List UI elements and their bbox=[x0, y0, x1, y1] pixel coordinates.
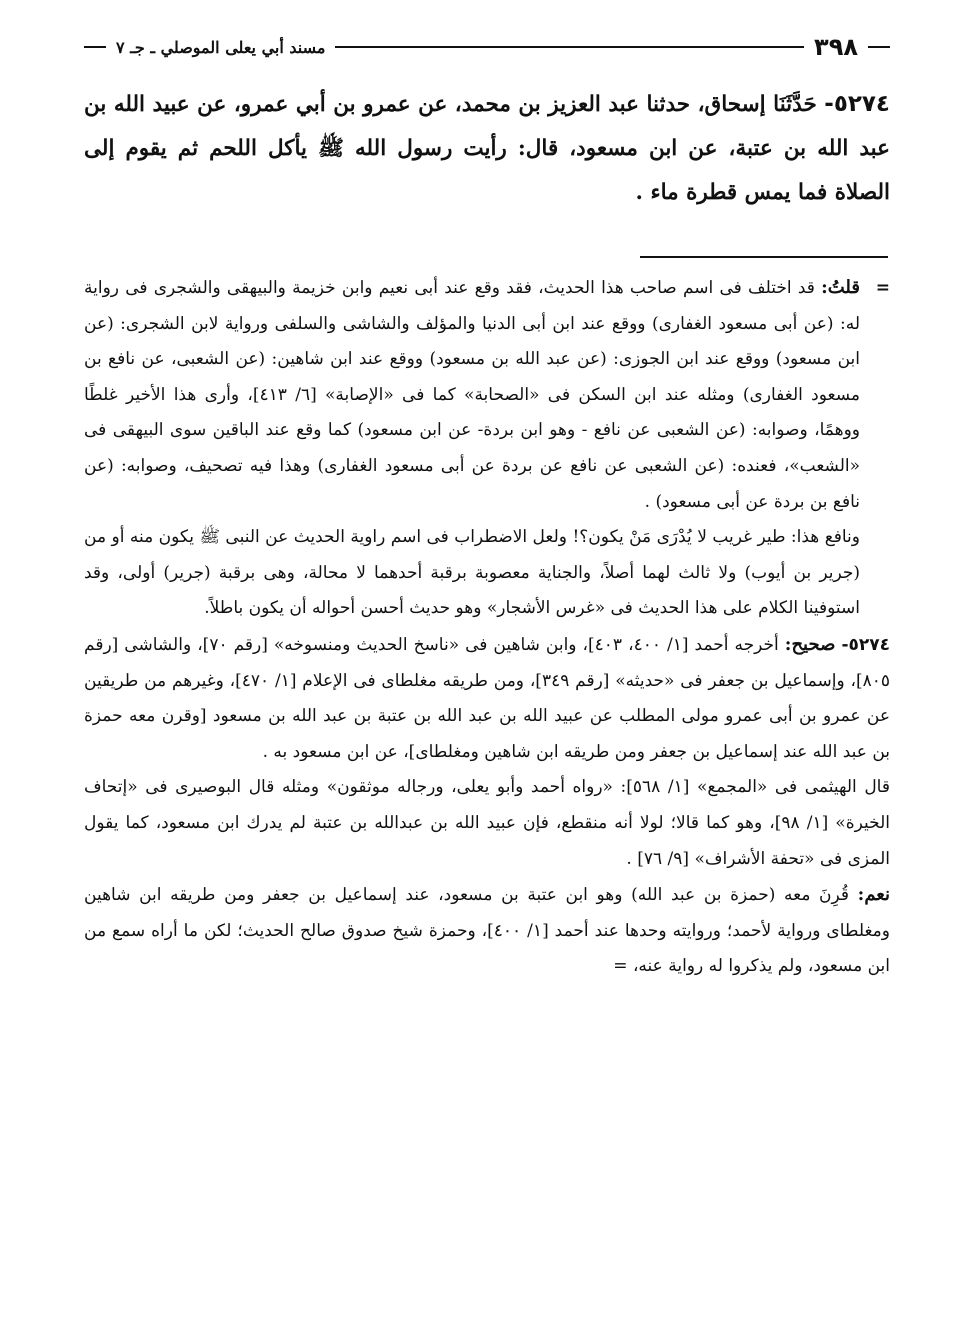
page-header bbox=[84, 30, 890, 64]
page-number: ٣٩٨ bbox=[814, 33, 858, 61]
note-sahih-text: أخرجه أحمد [١/ ٤٠٠، ٤٠٣]، وابن شاهين فى «ناسخ الحديث ومنسوخه» [رقم ٧٠]، والشاشى [رقم ٨٠٥]، وإسماعيل بن جعفر فى «حديثه» [رقم ٣٤٩]، ومن طريقه مغلطاى فى الإعلام [١/ ٤٧٠]، وغيرهم من طريقين عن عمرو بن أبى عمرو مولى المطلب عن عبيد الله بن عبد الله بن عتبة بن عبد الله بن مسعود [وقرن معه حمزة بن عبد الله عند إسماعيل بن جعفر ومن طريقه ابن شاهين ومغلطاى]، عن ابن مسعود به . bbox=[84, 634, 890, 762]
note-haythami bbox=[84, 770, 890, 877]
header-dash-right bbox=[868, 46, 890, 48]
header-dash-left bbox=[84, 46, 106, 48]
hadith-opener: حَدَّثَنَا bbox=[773, 92, 817, 117]
note-sahih-lead: صحيح: bbox=[784, 633, 836, 655]
footnote-separator bbox=[640, 256, 888, 258]
note-haythami-text: قال الهيثمى فى «المجمع» [١/ ٥٦٨]: «رواه أحمد وأبو يعلى، ورجاله موثقون» ومثله قال البوصيرى فى «إتحاف الخيرة» [١/ ٩٨]، وهو كما قالا؛ لولا أنه منقطع، فإن عبيد الله بن عبدالله بن عتبة لم يدرك ابن مسعود، كما يقول المزى فى «تحفة الأشراف» [٩/ ٧٦] . bbox=[84, 777, 890, 869]
book-title: مسند أبي يعلى الموصلي ـ جـ ٧ bbox=[116, 37, 326, 57]
note-sahih-number: ٥٢٧٤- bbox=[841, 634, 891, 655]
note-nafi bbox=[84, 520, 890, 627]
note-qultu-lead: قلتُ: bbox=[821, 277, 860, 298]
footnotes bbox=[84, 270, 890, 985]
hadith-number: ٥٢٧٤- bbox=[824, 91, 890, 117]
header-rule bbox=[335, 46, 804, 48]
note-nafi-text: ونافع هذا: طير غريب لا يُدْرَى مَنْ يكون؟! ولعل الاضطراب فى اسم راوية الحديث عن النبى ﷺ يكون منه أو من (جرير بن أيوب) ولا ثالث لهما أصلاً، والجناية معصوبة برقبة أحدهما لا محالة، وهى برقبة (جرير) أولى، وقد استوفينا الكلام على هذا الحديث فى «غرس الأشجار» وهو حديث أحسن أحواله أن يكون باطلاً. bbox=[84, 527, 860, 619]
note-sahih bbox=[84, 627, 890, 770]
hadith-body: إسحاق، حدثنا عبد العزيز بن محمد، عن عمرو بن أبي عمرو، عن عبيد الله بن عبد الله بن عتبة، عن ابن مسعود، قال: رأيت رسول الله ﷺ يأكل اللحم ثم يقوم إلى الصلاة فما يمس قطرة ماء . bbox=[84, 92, 890, 205]
note-naam-text: قُرِنَ معه (حمزة بن عبد الله) وهو ابن عتبة بن مسعود، عند إسماعيل بن جعفر ومن طريقه ابن شاهين ومغلطاى ورواية لأحمد؛ وروايته وحدها عند أحمد [١/ ٤٠٠]، وحمزة شيخ صدوق صالح الحديث؛ لكن ما أراه سمع من ابن مسعود، ولم يذكروا له رواية عنه، = bbox=[84, 885, 890, 977]
note-naam-lead: نعم: bbox=[857, 884, 890, 906]
note-qultu-text: قد اختلف فى اسم صاحب هذا الحديث، فقد وقع عند أبى نعيم وابن خزيمة والبيهقى والشجرى فى رواية له: (عن أبى مسعود الغفارى) ووقع عند ابن أبى الدنيا والمؤلف والشاشى والسلفى ورواية لابن الشجرى: (عن ابن مسعود) ووقع عند ابن الجوزى: (عن عبد الله بن مسعود) ووقع عند ابن شاهين: (عن الشعبى، عن نافع بن مسعود الغفارى) ومثله عند ابن السكن فى «الصحابة» كما فى «الإصابة» [٦/ ٤١٣]، وأرى هذا الأخير غلطًا ووهمًا، وصوابه: (عن الشعبى عن نافع - وهو ابن بردة- عن ابن مسعود) كما وقع عند الباقين سوى البيهقى فى «الشعب»، فعنده: (عن الشعبى عن نافع عن بردة عن أبى مسعود الغفارى) وهذا فيه تصحيف، وصوابه: (عن نافع بن بردة عن أبى مسعود) . bbox=[84, 278, 860, 512]
note-naam bbox=[84, 877, 890, 985]
continuation-marker: = bbox=[875, 278, 890, 298]
note-qultu bbox=[84, 270, 890, 520]
hadith-text bbox=[84, 82, 890, 215]
